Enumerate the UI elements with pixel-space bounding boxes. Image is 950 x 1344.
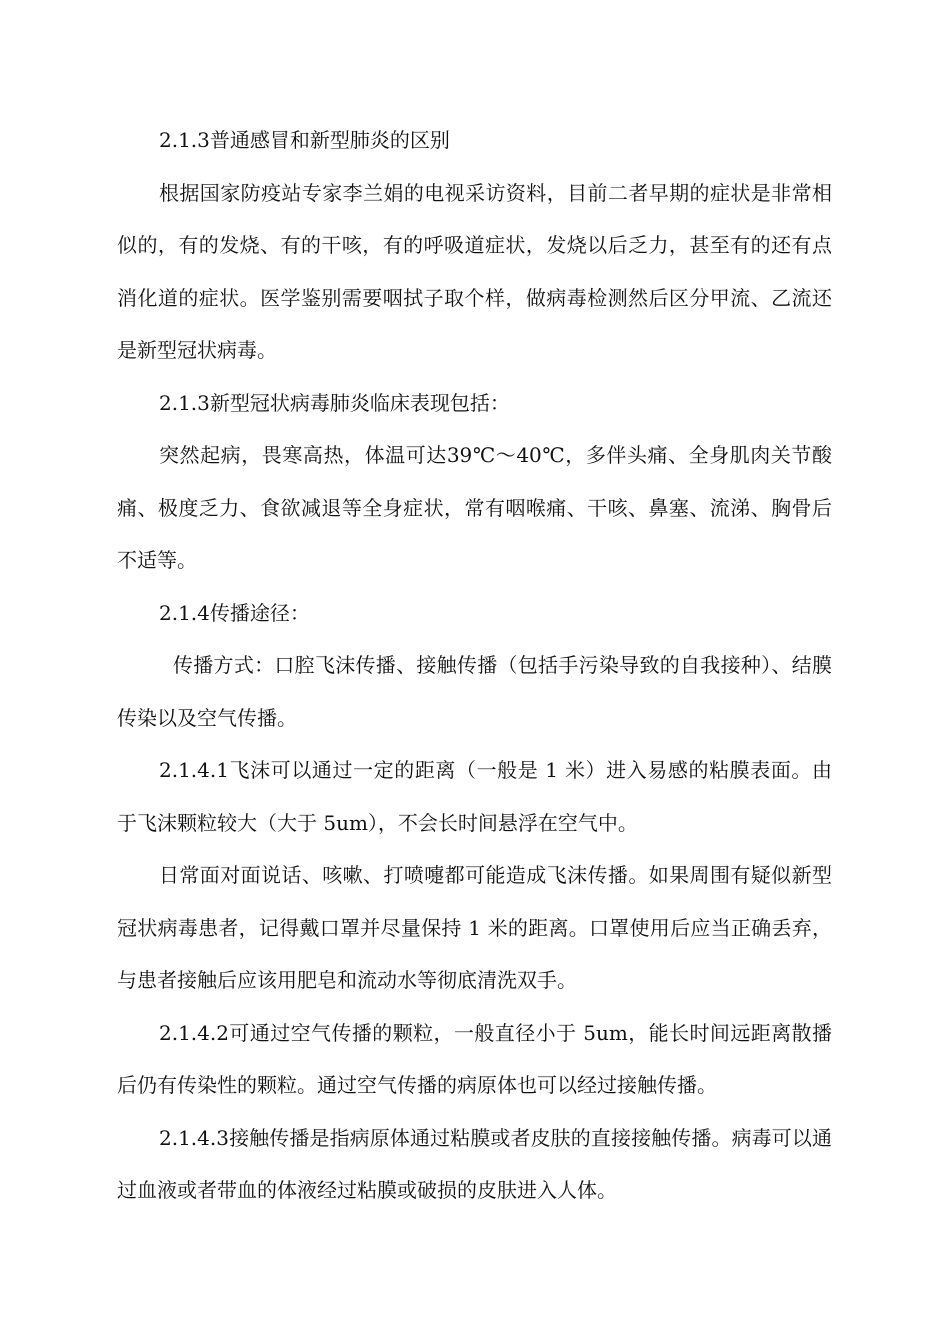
paragraph-2-1-4-1-droplet: 2.1.4.1飞沫可以通过一定的距离（一般是 1 米）进入易感的粘膜表面。由于飞沫颗粒较大（大于 5um），不会长时间悬浮在空气中。 bbox=[117, 758, 832, 835]
section-heading-2-1-3-clinical: 2.1.3新型冠状病毒肺炎临床表现包括： bbox=[159, 390, 510, 415]
paragraph-2-1-4-2-airborne: 2.1.4.2可通过空气传播的颗粒，一般直径小于 5um，能长时间远距离散播后仍有传染性的颗粒。通过空气传播的病原体也可以经过接触传播。 bbox=[117, 1020, 832, 1097]
paragraph-2-1-4-3-contact: 2.1.4.3接触传播是指病原体通过粘膜或者皮肤的直接接触传播。病毒可以通过血液或者带血的体液经过粘膜或破损的皮肤进入人体。 bbox=[117, 1125, 832, 1202]
section-heading-2-1-4-transmission: 2.1.4传播途径： bbox=[159, 600, 310, 625]
paragraph-transmission-modes: 传播方式：口腔飞沫传播、接触传播（包括手污染导致的自我接种）、结膜传染以及空气传播。 bbox=[117, 653, 832, 730]
paragraph-clinical-manifestations: 突然起病，畏寒高热，体温可达39℃～40℃，多伴头痛、全身肌肉关节酸痛、极度乏力、食欲减退等全身症状，常有咽喉痛、干咳、鼻塞、流涕、胸骨后不适等。 bbox=[117, 443, 832, 572]
paragraph-symptom-comparison: 根据国家防疫站专家李兰娟的电视采访资料，目前二者早期的症状是非常相似的，有的发烧、有的干咳，有的呼吸道症状，发烧以后乏力，甚至有的还有点消化道的症状。医学鉴别需要咽拭子取个样，做病毒检测然后区分甲流、乙流还是新型冠状病毒。 bbox=[117, 180, 832, 362]
paragraph-droplet-prevention: 日常面对面说话、咳嗽、打喷嚏都可能造成飞沫传播。如果周围有疑似新型冠状病毒患者，记得戴口罩并尽量保持 1 米的距离。口罩使用后应当正确丢弃，与患者接触后应该用肥皂和流动水等彻底清洗双手。 bbox=[117, 863, 832, 992]
section-heading-2-1-3-difference: 2.1.3普通感冒和新型肺炎的区别 bbox=[159, 128, 450, 152]
document-body bbox=[117, 114, 832, 1217]
